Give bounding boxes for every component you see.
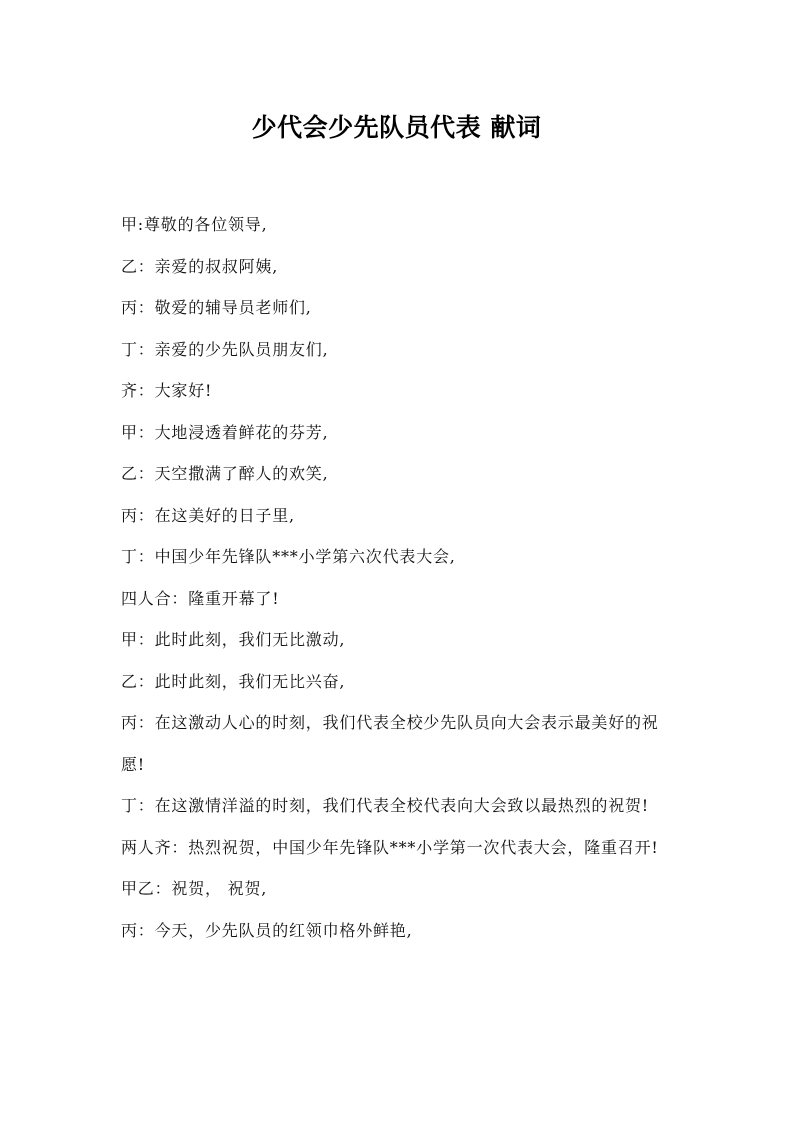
paragraph: 丙：在这美好的日子里, [121,505,295,525]
paragraph: 两人齐：热烈祝贺，中国少年先锋队***小学第一次代表大会，隆重召开! [121,837,659,857]
paragraph: 丁：在这激情洋溢的时刻，我们代表全校代表向大会致以最热烈的祝贺! [121,796,650,815]
paragraph: 乙：天空撒满了醉人的欢笑, [121,464,329,483]
paragraph: 乙：此时此刻，我们无比兴奋, [121,671,346,691]
paragraph: 甲:尊敬的各位领导, [121,215,268,234]
paragraph: 丁：亲爱的少先队员朋友们, [121,339,329,359]
paragraph: 乙：亲爱的叔叔阿姨, [121,256,279,276]
paragraph: 丁：中国少年先锋队***小学第六次代表大会, [121,547,456,566]
document-title: 少代会少先队员代表 献词 [251,113,542,142]
paragraph: 甲：此时此刻，我们无比激动, [121,630,346,649]
paragraph: 齐：大家好! [121,381,213,400]
paragraph: 丙：今天，少先队员的红领巾格外鲜艳, [121,920,413,940]
paragraph: 甲：大地浸透着鲜花的芬芳, [121,422,329,442]
document-body [121,204,676,951]
paragraph: 甲乙：祝贺， 祝贺, [121,879,268,898]
paragraph: 丙：在这激动人心的时刻，我们代表全校少先队员向大会表示最美好的祝愿! [121,713,659,774]
paragraph: 四人合：隆重开幕了! [121,588,280,608]
paragraph: 丙：敬爱的辅导员老师们, [121,298,312,317]
